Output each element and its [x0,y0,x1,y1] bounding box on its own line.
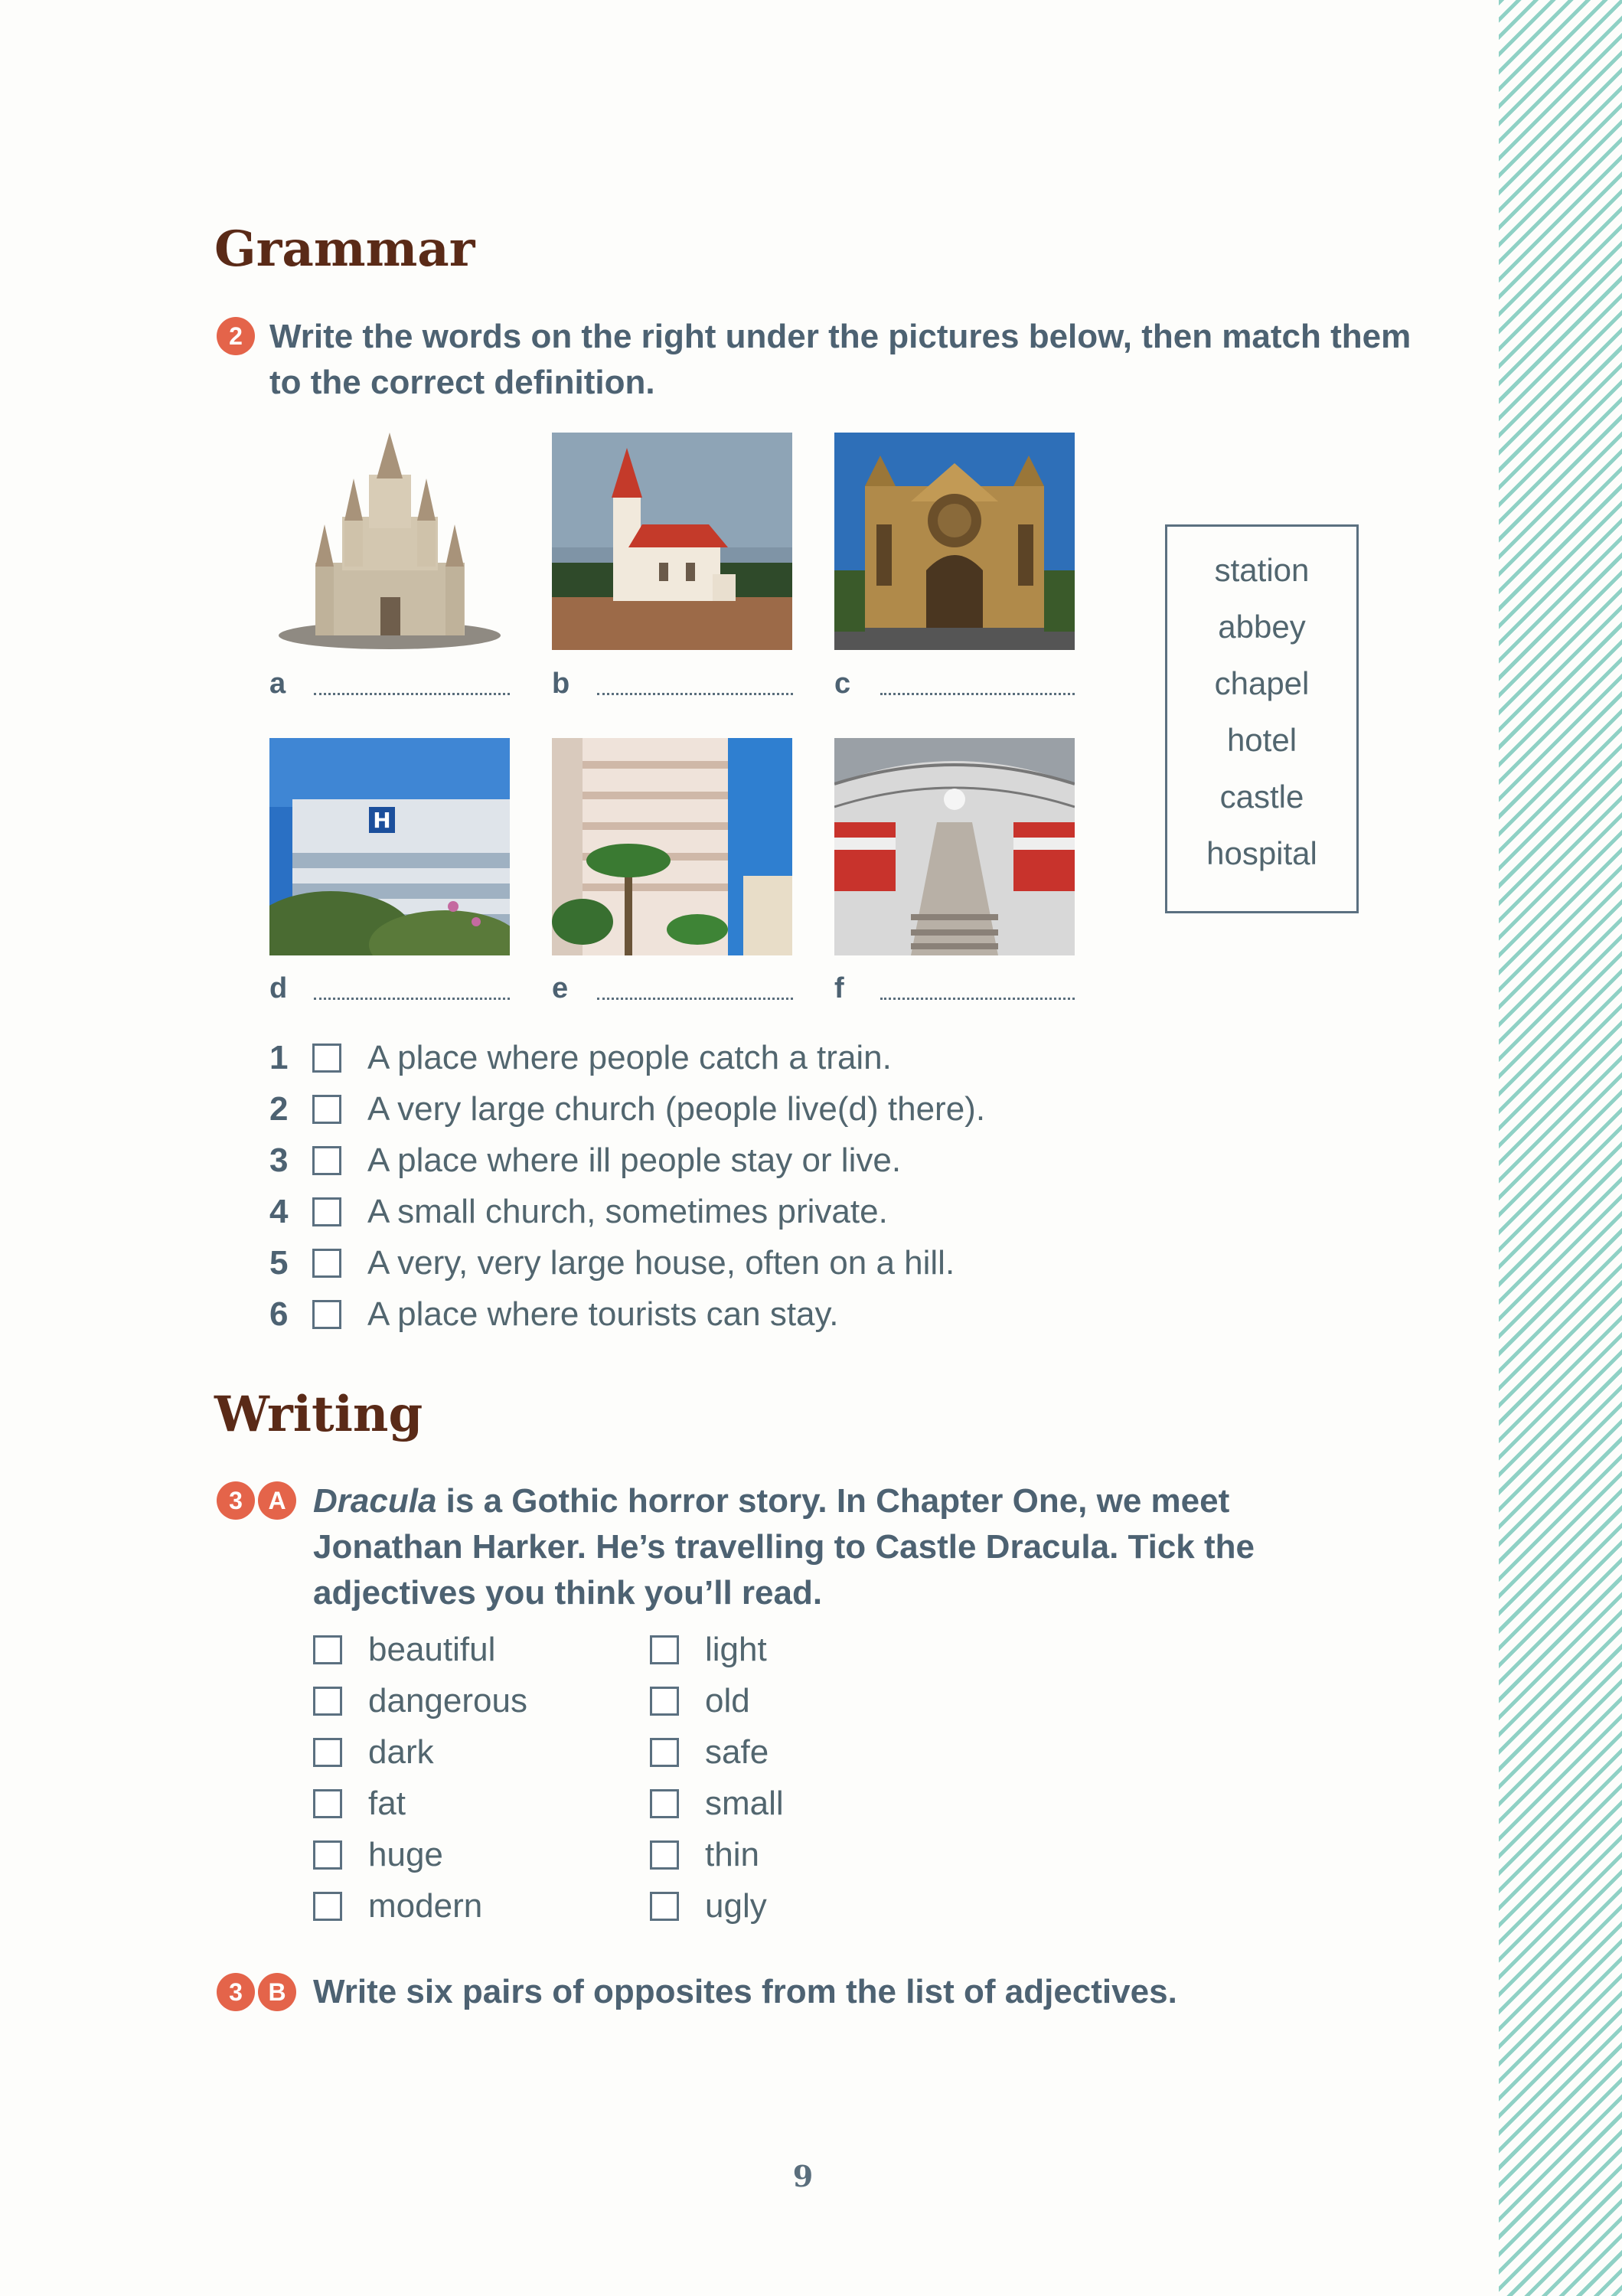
adjective-checkbox[interactable] [650,1840,679,1870]
adjective-checkbox[interactable] [650,1892,679,1921]
station-image [834,738,1075,955]
definition-checkbox-3[interactable] [312,1146,341,1175]
definition-checkbox-1[interactable] [312,1043,341,1073]
castle-image [269,433,510,650]
word-box-item: castle [1219,779,1304,815]
page-number: 9 [792,2159,814,2193]
hotel-image [552,738,792,955]
answer-line-e[interactable] [597,998,793,1000]
picture-label-a: a [269,668,286,700]
answer-line-a[interactable] [314,693,510,695]
adjective-checkbox[interactable] [313,1840,342,1870]
answer-line-d[interactable] [314,998,510,1000]
picture-label-c: c [834,668,851,700]
adjective-checkbox[interactable] [313,1892,342,1921]
chapel-image [552,433,792,650]
exercise-3b-badges: 3 B [217,1973,296,2011]
exercise-3a-instruction: Dracula is a Gothic horror story. In Chapter One, we meet Jonathan Harker. He’s travelling to Castle Dracula. Tick the adjectives you think you’ll read. [313,1482,1255,1612]
word-box-item: abbey [1218,609,1306,645]
decorative-stripe-border [1499,0,1622,2296]
word-box-item: station [1214,552,1310,588]
answer-line-f[interactable] [880,998,1075,1000]
definition-checkbox-5[interactable] [312,1249,341,1278]
definition-checkbox-4[interactable] [312,1197,341,1226]
picture-label-d: d [269,972,288,1004]
word-box-item: hospital [1206,835,1317,871]
svg-text:H: H [373,808,391,833]
definition-checkbox-6[interactable] [312,1300,341,1329]
adjective-checkbox[interactable] [650,1687,679,1716]
picture-label-b: b [552,668,570,700]
word-box-item: hotel [1226,722,1297,758]
word-box-item: chapel [1214,665,1310,701]
exercise-2-badge: 2 [217,317,255,355]
exercise-3a-badges: 3 A [217,1481,296,1520]
hospital-image [269,738,510,955]
exercise-3b-instruction: Write six pairs of opposites from the list of adjectives. [313,1973,1177,2010]
writing-heading: Writing [214,1386,423,1443]
exercise-2-instruction: Write the words on the right under the pictures below, then match them to the correct definition. [269,318,1411,401]
word-box [1165,524,1359,913]
adjective-checkbox[interactable] [650,1789,679,1818]
adjective-checkbox[interactable] [313,1738,342,1767]
picture-label-e: e [552,972,569,1004]
adjective-checkbox[interactable] [650,1738,679,1767]
answer-line-c[interactable] [880,693,1075,695]
abbey-image [834,433,1075,650]
grammar-heading: Grammar [214,220,475,278]
definition-checkbox-2[interactable] [312,1095,341,1124]
adjective-checkbox[interactable] [313,1635,342,1664]
adjective-checkbox[interactable] [313,1687,342,1716]
adjective-checkbox[interactable] [313,1789,342,1818]
picture-label-f: f [834,972,844,1004]
adjective-checkbox[interactable] [650,1635,679,1664]
answer-line-b[interactable] [597,693,793,695]
